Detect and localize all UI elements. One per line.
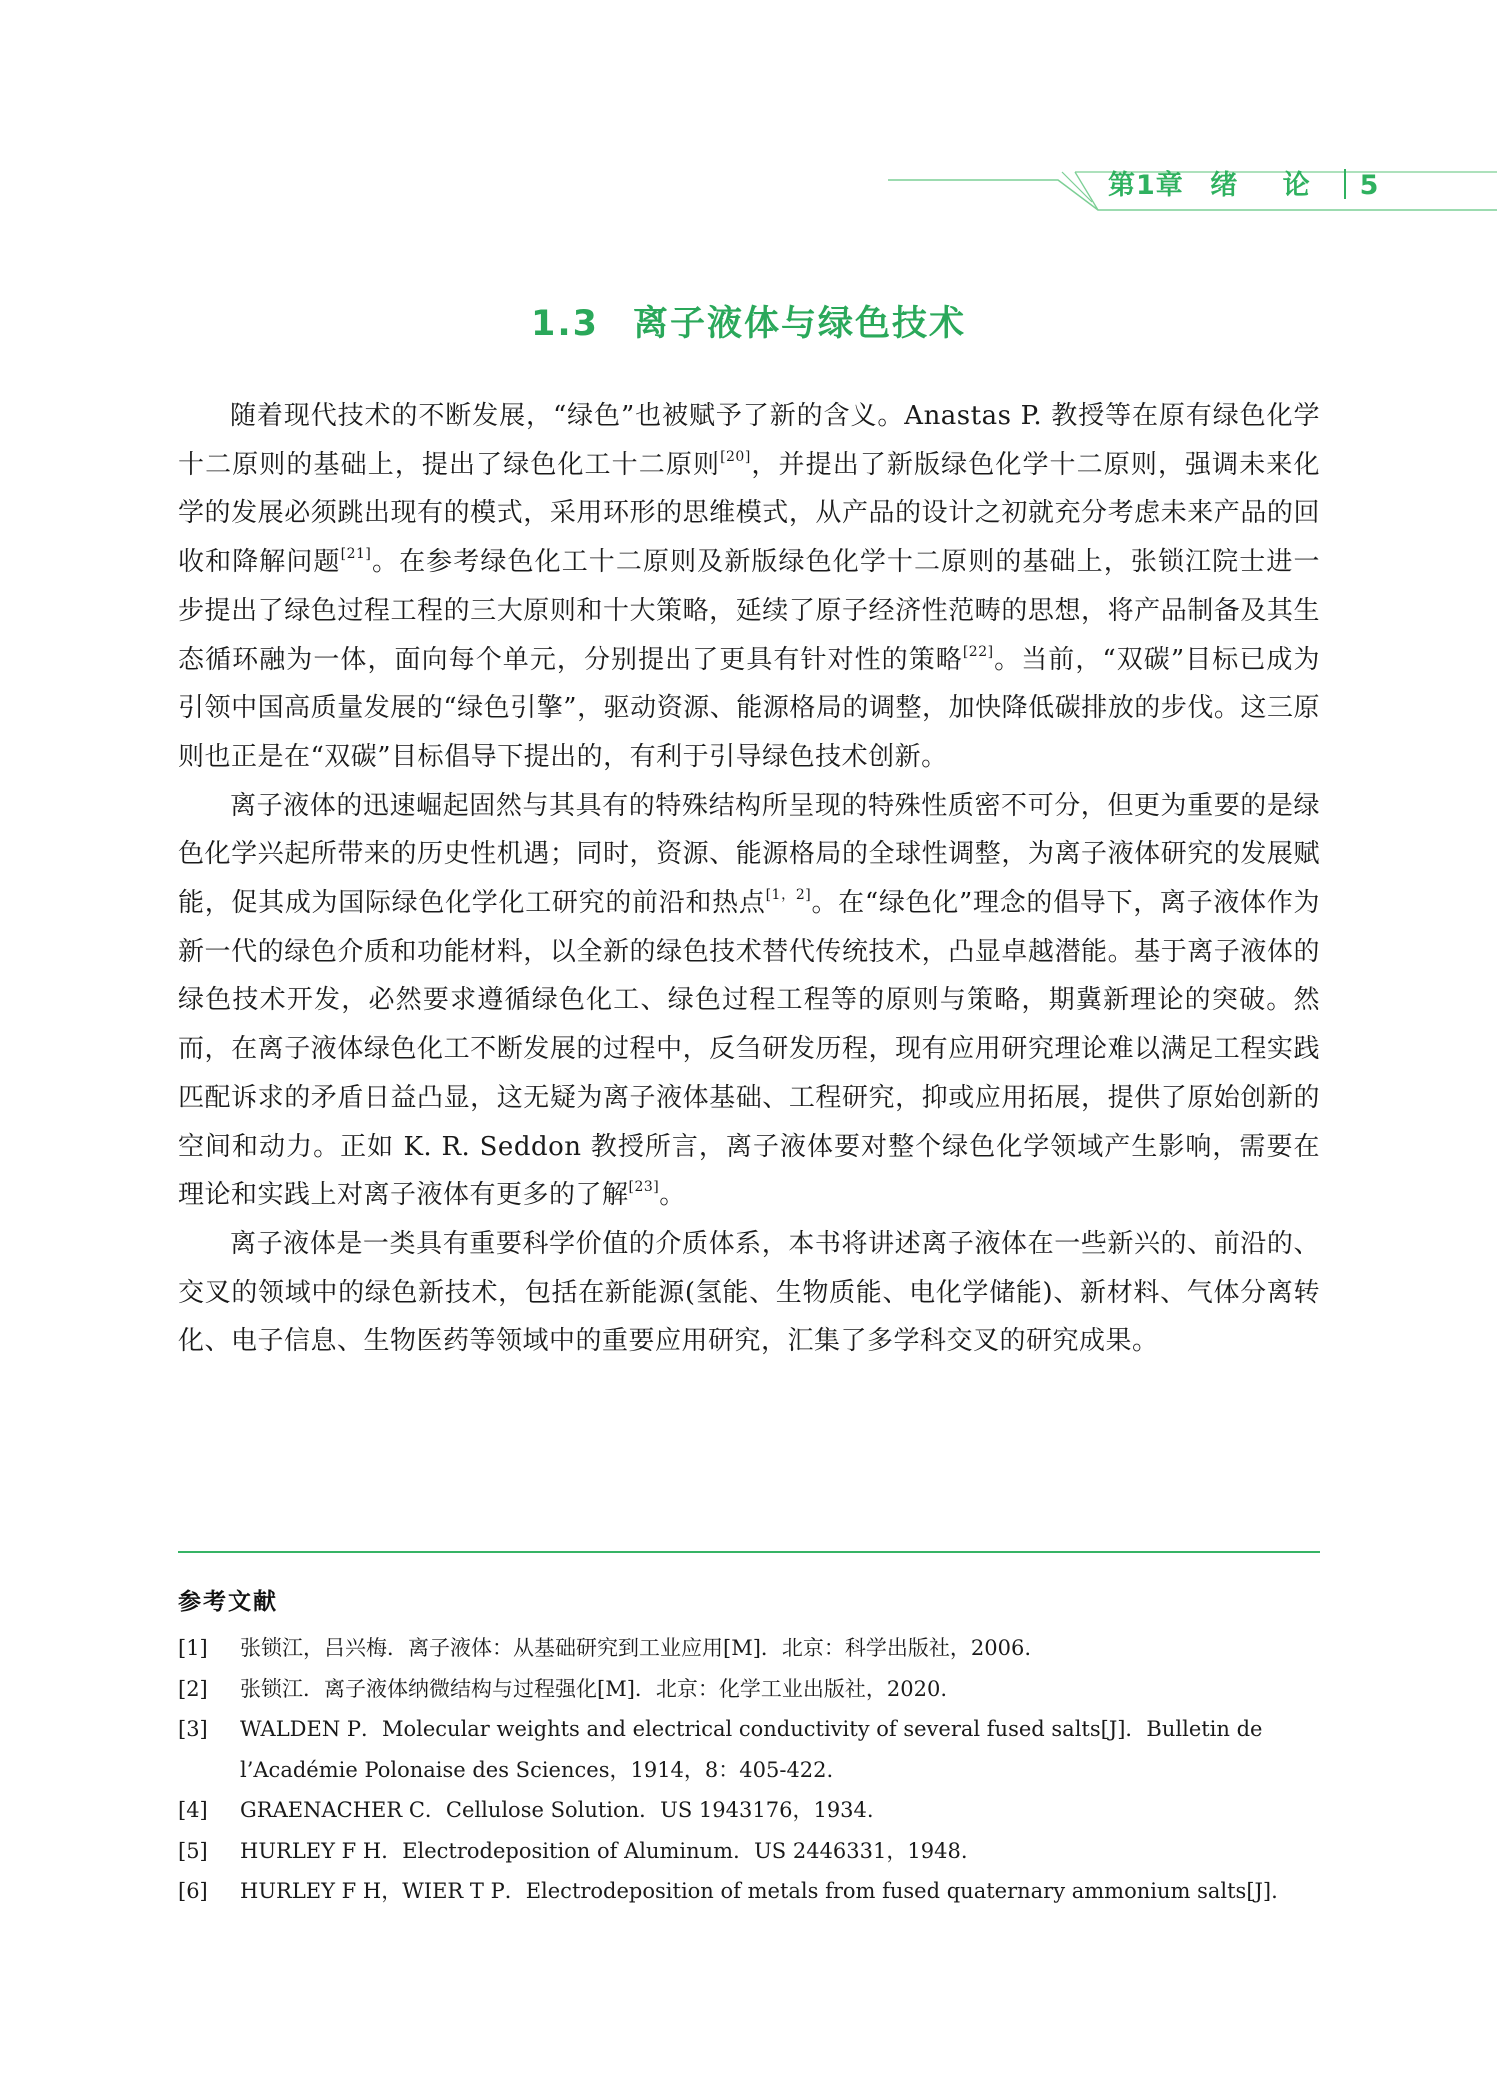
citation: [21] <box>340 546 372 563</box>
section-number: 1.3 <box>530 304 599 344</box>
references-title: 参考文献 <box>178 1589 278 1615</box>
reference-item <box>178 1831 1320 1872</box>
header-separator <box>1344 169 1346 199</box>
reference-item <box>178 1871 1320 1912</box>
reference-text: HURLEY F H，WIER T P．Electrodeposition of metals from fused quaternary ammonium salts[J]. <box>240 1879 1278 1903</box>
chapter-title: 绪 论 <box>1210 170 1328 201</box>
reference-text: 张锁江．离子液体纳微结构与过程强化[M]．北京：化学工业出版社，2020. <box>240 1676 948 1701</box>
paragraph-text: 。 <box>659 1180 686 1211</box>
paragraph <box>178 1220 1320 1366</box>
reference-item <box>178 1669 1320 1710</box>
body-text <box>178 392 1320 1366</box>
paragraph-text: 。当前，“双碳”目标已成为引领中国高质量发展的“绿色引擎”，驱动资源、能源格局的调整，加快降低碳排放的步伐。这三原则也正是在“双碳”目标倡导下提出的，有利于引导绿色技术创新。 <box>178 644 1320 772</box>
reference-list <box>178 1628 1320 1912</box>
citation: [22] <box>962 643 994 660</box>
reference-number: [3] <box>178 1717 208 1741</box>
reference-number: [4] <box>178 1798 208 1822</box>
page-number: 5 <box>1359 170 1380 201</box>
chapter-label: 第1章 <box>1108 170 1184 201</box>
paragraph <box>178 782 1320 1220</box>
reference-number: [6] <box>178 1879 208 1903</box>
citation: [1，2] <box>765 887 812 904</box>
reference-item <box>178 1628 1320 1669</box>
reference-text: WALDEN P．Molecular weights and electrical conductivity of several fused salts[J]．Bulletin de l’Académie Polonaise des Sciences，1914，8：405-422. <box>240 1717 1263 1782</box>
reference-number: [1] <box>178 1636 208 1660</box>
citation: [23] <box>628 1179 660 1196</box>
paragraph-text: 。在参考绿色化工十二原则及新版绿色化学十二原则的基础上，张锁江院士进一步提出了绿色过程工程的三大原则和十大策略，延续了原子经济性范畴的思想，将产品制备及其生态循环融为一体，面向每个单元，分别提出了更具有针对性的策略 <box>178 547 1320 675</box>
section-title <box>0 296 1497 346</box>
reference-text: GRAENACHER C．Cellulose Solution．US 1943176，1934. <box>240 1798 874 1822</box>
paragraph-text: 。在“绿色化”理念的倡导下，离子液体作为新一代的绿色介质和功能材料，以全新的绿色技术替代传统技术，凸显卓越潜能。基于离子液体的绿色技术开发，必然要求遵循绿色化工、绿色过程工程等的原则与策略，期冀新理论的突破。然而，在离子液体绿色化工不断发展的过程中，反刍研发历程，现有应用研究理论难以满足工程实践匹配诉求的矛盾日益凸显，这无疑为离子液体基础、工程研究，抑或应用拓展，提供了原始创新的空间和动力。正如 K. R. Seddon 教授所言，离子液体要对整个绿色化学领域产生影响，需要在理论和实践上对离子液体有更多的了解 <box>178 888 1320 1211</box>
reference-item <box>178 1790 1320 1831</box>
reference-item <box>178 1709 1320 1790</box>
reference-number: [5] <box>178 1838 208 1863</box>
running-head <box>1108 163 1379 202</box>
references-divider <box>178 1551 1320 1553</box>
paragraph-text: 离子液体是一类具有重要科学价值的介质体系，本书将讲述离子液体在一些新兴的、前沿的、交叉的领域中的绿色新技术，包括在新能源(氢能、生物质能、电化学储能)、新材料、气体分离转化、电子信息、生物医药等领域中的重要应用研究，汇集了多学科交叉的研究成果。 <box>178 1228 1320 1357</box>
reference-text: 张锁江，吕兴梅．离子液体：从基础研究到工业应用[M]．北京：科学出版社，2006. <box>240 1636 1032 1660</box>
citation: [20] <box>720 448 751 465</box>
paragraph-text: ，并提出了新版绿色化学十二原则，强调未来化学的发展必须跳出现有的模式，采用环形的思维模式，从产品的设计之初就充分考虑未来产品的回收和降解问题 <box>178 449 1320 578</box>
reference-number: [2] <box>178 1676 208 1701</box>
reference-text: HURLEY F H．Electrodeposition of Aluminum．US 2446331，1948. <box>240 1838 968 1863</box>
paragraph-text: 随着现代技术的不断发展，“绿色”也被赋予了新的含义。Anastas P. 教授等在原有绿色化学十二原则的基础上，提出了绿色化工十二原则 <box>178 401 1320 480</box>
paragraph-text: 离子液体的迅速崛起固然与其具有的特殊结构所呈现的特殊性质密不可分，但更为重要的是绿色化学兴起所带来的历史性机遇；同时，资源、能源格局的全球性调整，为离子液体研究的发展赋能，促其成为国际绿色化学化工研究的前沿和热点 <box>178 790 1320 919</box>
section-heading: 离子液体与绿色技术 <box>633 304 967 344</box>
paragraph <box>178 392 1320 782</box>
